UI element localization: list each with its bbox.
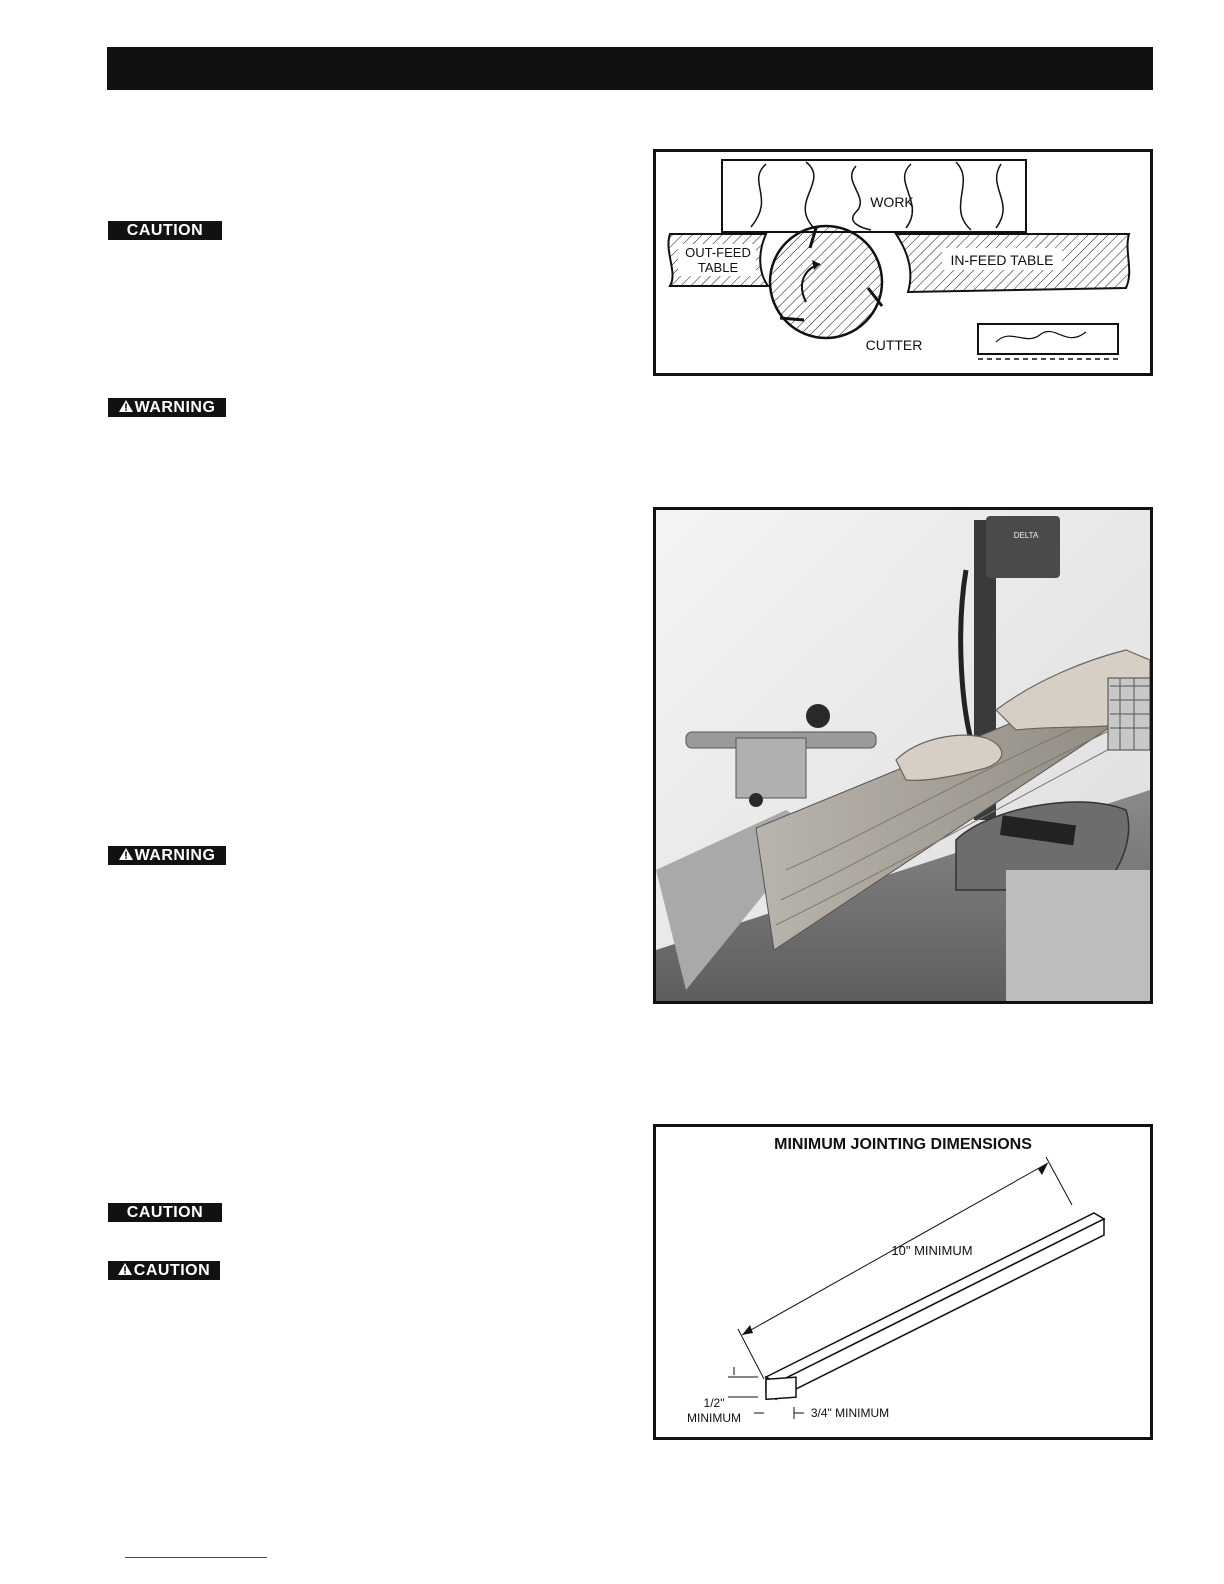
caution-label-text: CAUTION	[126, 1204, 204, 1221]
warning-label-text: WARNING	[134, 399, 216, 416]
infeed-label: IN-FEED TABLE	[950, 252, 1054, 268]
fence-knob	[806, 704, 830, 728]
cutter-head	[770, 226, 882, 338]
board-top	[766, 1213, 1104, 1383]
section-header-bar	[107, 47, 1153, 90]
length-label: 10" MINIMUM	[891, 1243, 973, 1258]
warning-triangle-icon	[119, 848, 133, 860]
cutter-diagram	[656, 152, 1150, 373]
footer-link-underline[interactable]	[125, 1557, 267, 1558]
warning-label	[108, 846, 226, 865]
diagram-title: MINIMUM JOINTING DIMENSIONS	[774, 1136, 1032, 1153]
cutter-label: CUTTER	[865, 337, 923, 353]
jointer-photo-figure	[653, 507, 1153, 1004]
cutter-diagram-figure	[653, 149, 1153, 376]
fence-bracket	[736, 738, 806, 798]
caution-label	[108, 1203, 222, 1222]
jointer-photo	[656, 510, 1150, 1001]
work-label: WORK	[870, 194, 914, 210]
width-label: 3/4" MINIMUM	[810, 1406, 890, 1420]
warning-triangle-icon	[119, 400, 133, 412]
warning-label	[108, 398, 226, 417]
caution-label	[108, 1261, 220, 1280]
min-dimensions-figure	[653, 1124, 1153, 1440]
brand-text: DELTA	[1013, 531, 1039, 540]
warning-triangle-icon	[118, 1263, 132, 1275]
caution-label-text: CAUTION	[126, 222, 204, 239]
thickness-label-line2: MINIMUM	[687, 1411, 741, 1425]
outfeed-label-line1: OUT-FEED	[685, 245, 751, 260]
caution-label	[108, 221, 222, 240]
caution-label-text: CAUTION	[133, 1262, 211, 1279]
thickness-label-line1: 1/2"	[703, 1396, 725, 1410]
min-dimensions-diagram	[656, 1127, 1150, 1437]
warning-label-text: WARNING	[134, 847, 216, 864]
switch-box	[986, 516, 1060, 578]
outfeed-label-line2: TABLE	[697, 260, 739, 275]
jointer-base	[1006, 870, 1150, 1001]
